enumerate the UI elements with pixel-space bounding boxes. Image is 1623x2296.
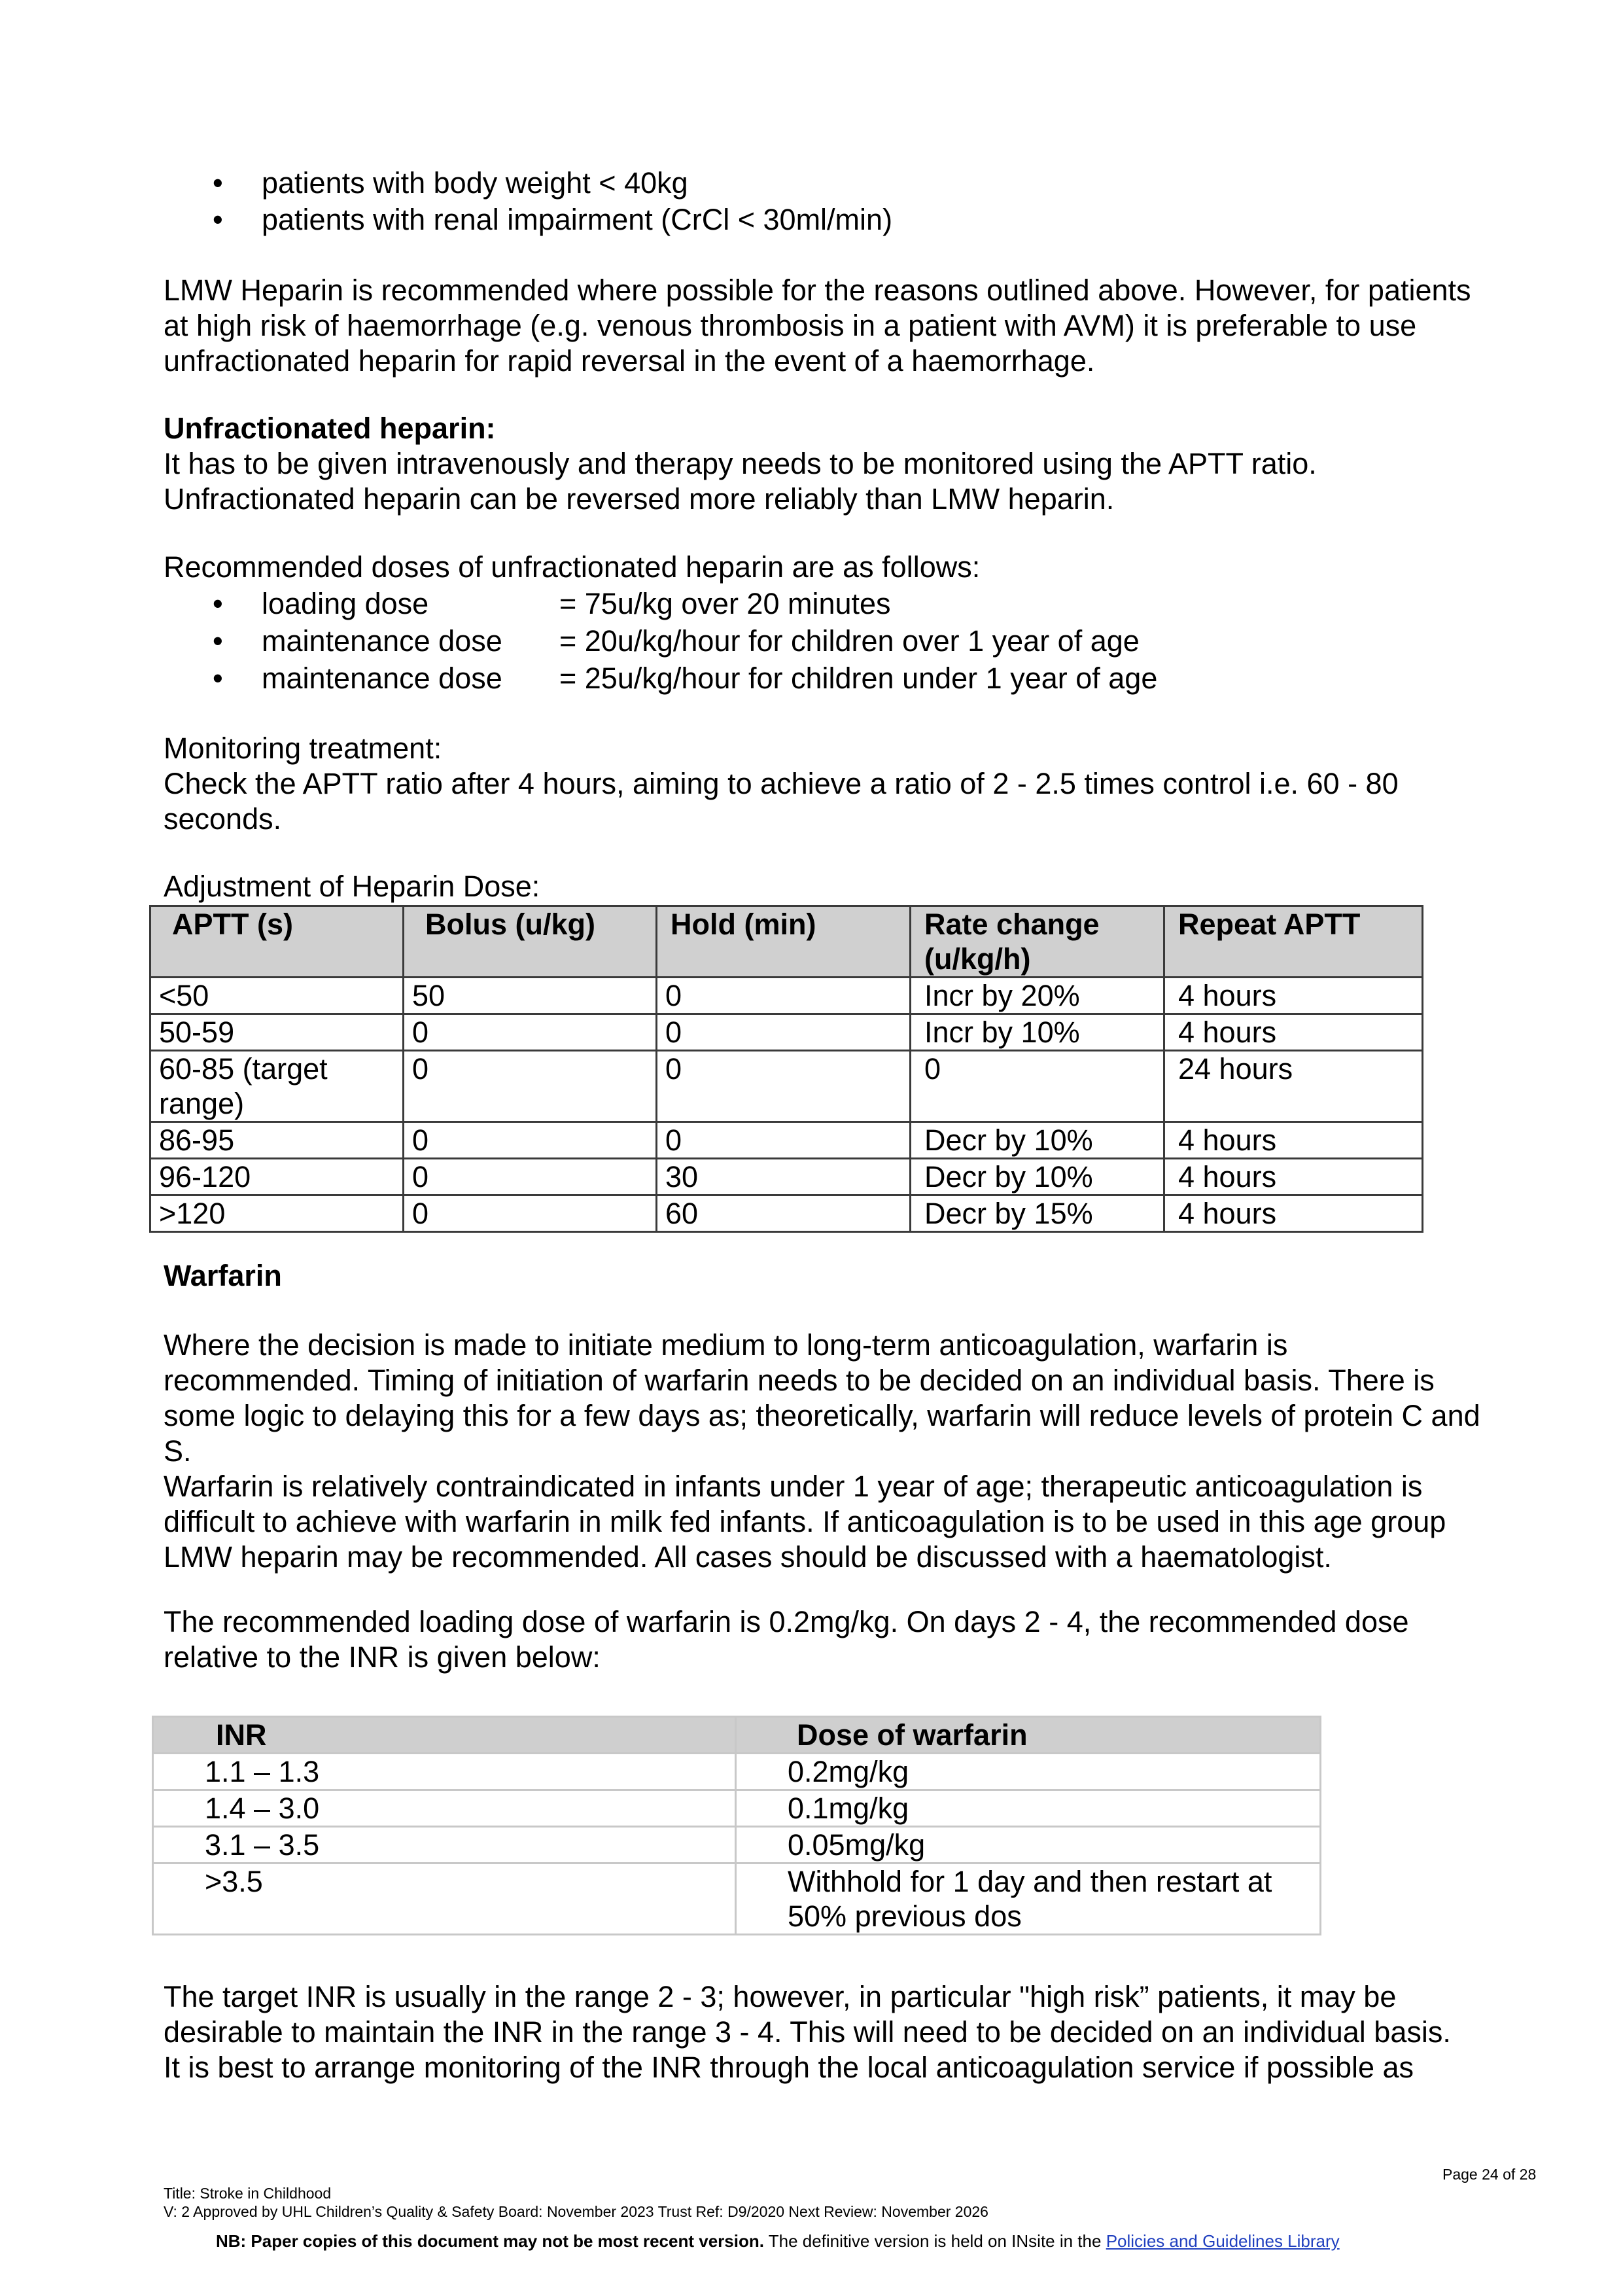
table-cell: <50 bbox=[150, 978, 404, 1014]
unfractionated-heading: Unfractionated heparin: bbox=[164, 412, 496, 445]
monitoring-section bbox=[164, 731, 1478, 837]
table-cell: 0 bbox=[404, 1014, 657, 1051]
dose-list bbox=[164, 585, 1157, 697]
table-cell: 1.1 – 1.3 bbox=[154, 1754, 735, 1789]
table-cell: 4 hours bbox=[1164, 1195, 1423, 1232]
table-cell: 60-85 (target range) bbox=[150, 1051, 404, 1122]
target-section bbox=[164, 1979, 1472, 2085]
table-cell: 0 bbox=[657, 978, 911, 1014]
dose-name: maintenance dose bbox=[262, 624, 502, 658]
table-cell: Decr by 10% bbox=[911, 1122, 1164, 1159]
table-row bbox=[150, 1195, 1423, 1232]
doses-intro: Recommended doses of unfractionated heparin are as follows: bbox=[164, 550, 981, 584]
unfractionated-section bbox=[164, 411, 1505, 517]
table-header-row bbox=[150, 906, 1423, 978]
bullet-body-weight: • patients with body weight < 40kg bbox=[164, 165, 892, 202]
table-cell: Incr by 20% bbox=[911, 978, 1164, 1014]
table-header-row bbox=[154, 1718, 1319, 1752]
monitoring-heading: Monitoring treatment: bbox=[164, 732, 442, 765]
table-cell: 4 hours bbox=[1164, 1014, 1423, 1051]
table-cell: 0.2mg/kg bbox=[737, 1754, 1319, 1789]
unfractionated-line-2: Unfractionated heparin can be reversed more reliably than LMW heparin. bbox=[164, 482, 1115, 516]
header-rate-change: Rate change (u/kg/h) bbox=[911, 906, 1164, 978]
heparin-adjustment-table bbox=[149, 905, 1423, 1233]
table-cell: 0 bbox=[657, 1122, 911, 1159]
nb-warning: NB: Paper copies of this document may not be most recent version. bbox=[216, 2231, 764, 2251]
monitoring-inr-line: It is best to arrange monitoring of the INR through the local anticoagulation service if possible as bbox=[164, 2051, 1414, 2084]
table-cell: 0 bbox=[404, 1159, 657, 1195]
table-cell: 30 bbox=[657, 1159, 911, 1195]
header-hold: Hold (min) bbox=[657, 906, 911, 978]
dose-value: = 20u/kg/hour for children over 1 year of age bbox=[559, 624, 1140, 658]
nb-definitive-text: The definitive version is held on INsite in the bbox=[768, 2231, 1102, 2251]
table-cell: 0 bbox=[657, 1051, 911, 1122]
dose-item-maintenance-over-1 bbox=[164, 622, 1157, 660]
unfractionated-line-1: It has to be given intravenously and therapy needs to be monitored using the APTT ratio. bbox=[164, 447, 1317, 480]
dose-item-loading bbox=[164, 585, 1157, 622]
table-cell: 0 bbox=[911, 1051, 1164, 1122]
bullet-renal-impairment: • patients with renal impairment (CrCl < 30ml/min) bbox=[164, 202, 892, 238]
table-row bbox=[150, 1051, 1423, 1122]
header-dose-of-warfarin: Dose of warfarin bbox=[737, 1718, 1319, 1752]
table-cell: 0 bbox=[404, 1195, 657, 1232]
table-cell: 60 bbox=[657, 1195, 911, 1232]
footer-version: V: 2 Approved by UHL Children’s Quality & Safety Board: November 2023 Trust Ref: D9/2020 Next Review: November 2026 bbox=[164, 2203, 988, 2220]
warfarin-paragraph-1: Where the decision is made to initiate medium to long-term anticoagulation, warfarin is recommended. Timing of initiation of warfarin needs to be decided on an individual basis. There is some logic to delaying this for a few days as; theoretically, warfarin will reduce levels of protein C and S. bbox=[164, 1328, 1480, 1468]
table-row bbox=[150, 978, 1423, 1014]
table-cell: 96-120 bbox=[150, 1159, 404, 1195]
table-cell: 0.1mg/kg bbox=[737, 1791, 1319, 1826]
table-cell: Incr by 10% bbox=[911, 1014, 1164, 1051]
table-cell: 4 hours bbox=[1164, 1159, 1423, 1195]
dose-name: loading dose bbox=[262, 587, 429, 620]
table-cell: 86-95 bbox=[150, 1122, 404, 1159]
policies-guidelines-link[interactable]: Policies and Guidelines Library bbox=[1106, 2231, 1340, 2251]
dose-value: = 25u/kg/hour for children under 1 year of age bbox=[559, 662, 1158, 695]
warfarin-paragraph-2: Warfarin is relatively contraindicated in infants under 1 year of age; therapeutic anticoagulation is difficult to achieve with warfarin in milk fed infants. If anticoagulation is to be used in this age group LMW heparin may be recommended. All cases should be discussed with a haematologist. bbox=[164, 1470, 1446, 1574]
table-cell: 24 hours bbox=[1164, 1051, 1423, 1122]
lmw-paragraph: LMW Heparin is recommended where possible for the reasons outlined above. However, for patients at high risk of haemorrhage (e.g. venous thrombosis in a patient with AVM) it is preferable to use unfractionated heparin for rapid reversal in the event of a haemorrhage. bbox=[164, 274, 1471, 378]
table-cell: 4 hours bbox=[1164, 978, 1423, 1014]
inr-dose-table bbox=[152, 1716, 1321, 1935]
table-cell: 0.05mg/kg bbox=[737, 1828, 1319, 1862]
table-cell: Decr by 15% bbox=[911, 1195, 1164, 1232]
table-row bbox=[150, 1014, 1423, 1051]
table-cell: Withhold for 1 day and then restart at 50% previous dos bbox=[737, 1864, 1319, 1934]
table-row bbox=[150, 1159, 1423, 1195]
monitoring-text: Check the APTT ratio after 4 hours, aiming to achieve a ratio of 2 - 2.5 times control i.e. 60 - 80 seconds. bbox=[164, 767, 1399, 836]
dose-value: = 75u/kg over 20 minutes bbox=[559, 587, 891, 620]
table-cell: 1.4 – 3.0 bbox=[154, 1791, 735, 1826]
warfarin-heading: Warfarin bbox=[164, 1259, 282, 1292]
warfarin-paragraph-3: The recommended loading dose of warfarin is 0.2mg/kg. On days 2 - 4, the recommended dose relative to the INR is given below: bbox=[164, 1605, 1409, 1674]
page-number: Page 24 of 28 bbox=[1442, 2166, 1537, 2183]
table-cell: 0 bbox=[404, 1122, 657, 1159]
table-cell: 0 bbox=[657, 1014, 911, 1051]
table-cell: 4 hours bbox=[1164, 1122, 1423, 1159]
dose-name: maintenance dose bbox=[262, 662, 502, 695]
target-inr-paragraph: The target INR is usually in the range 2 - 3; however, in particular "high risk” patients, it may be desirable to maintain the INR in the range 3 - 4. This will need to be decided on an individual basis. bbox=[164, 1980, 1451, 2049]
table-row bbox=[150, 1122, 1423, 1159]
table-row bbox=[154, 1754, 1319, 1789]
table-cell: >3.5 bbox=[154, 1864, 735, 1934]
footer-title: Title: Stroke in Childhood bbox=[164, 2185, 332, 2202]
dose-item-maintenance-under-1 bbox=[164, 660, 1157, 697]
table-cell: Decr by 10% bbox=[911, 1159, 1164, 1195]
table-cell: >120 bbox=[150, 1195, 404, 1232]
adjustment-title: Adjustment of Heparin Dose: bbox=[164, 870, 540, 903]
table-cell: 3.1 – 3.5 bbox=[154, 1828, 735, 1862]
table-row bbox=[154, 1864, 1319, 1934]
table-cell: 50-59 bbox=[150, 1014, 404, 1051]
table-row bbox=[154, 1828, 1319, 1862]
table-cell: 0 bbox=[404, 1051, 657, 1122]
table-cell: 50 bbox=[404, 978, 657, 1014]
footer-nb-line bbox=[216, 2231, 1340, 2251]
header-bolus: Bolus (u/kg) bbox=[404, 906, 657, 978]
warfarin-body bbox=[164, 1328, 1485, 1575]
table-row bbox=[154, 1791, 1319, 1826]
header-repeat-aptt: Repeat APTT bbox=[1164, 906, 1423, 978]
top-bullet-list bbox=[164, 165, 892, 238]
header-inr: INR bbox=[154, 1718, 735, 1752]
header-aptt: APTT (s) bbox=[150, 906, 404, 978]
